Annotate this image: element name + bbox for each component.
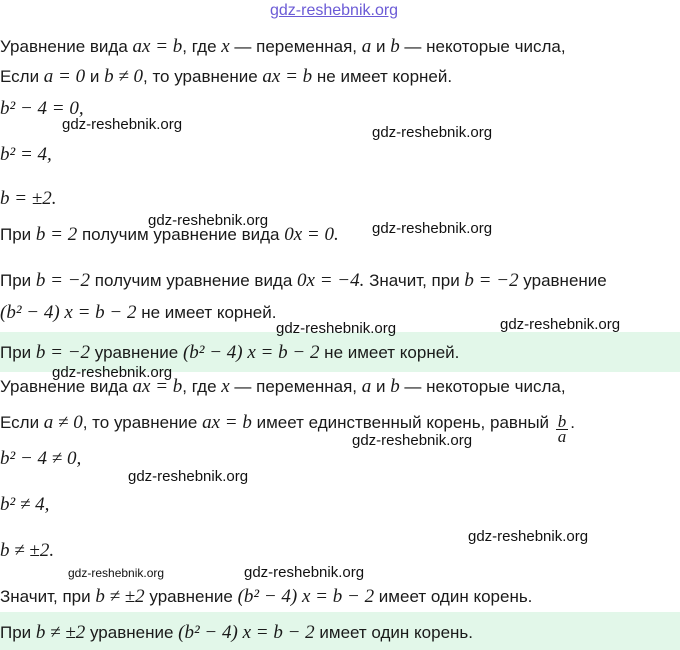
text: Если [0, 67, 44, 86]
formula: (b² − 4) x = b − 2 [237, 586, 375, 607]
text: уравнение [90, 343, 183, 362]
text: имеет единственный корень, равный [251, 413, 554, 432]
formula: (b² − 4) x = b − 2 [182, 342, 320, 363]
watermark: gdz-reshebnik.org [68, 566, 165, 580]
text: Уравнение вида [0, 377, 133, 396]
fraction-numerator: b [557, 412, 567, 431]
text: уравнение [85, 623, 179, 642]
text: Если [0, 413, 44, 432]
formula: (b² − 4) x = b − 2 [178, 622, 315, 643]
p1-equation-3: b = ±2. [0, 188, 57, 209]
formula: 0x = 0. [284, 224, 339, 245]
text: получим уравнение вида [77, 225, 285, 244]
watermark: gdz-reshebnik.org [372, 124, 493, 141]
watermark: gdz-reshebnik.org [62, 116, 183, 133]
formula: b = −2 [35, 270, 91, 291]
text: — переменная, [229, 377, 362, 396]
formula: a [361, 376, 372, 397]
p1-intro-line [0, 36, 566, 58]
p1-answer-line [0, 342, 459, 364]
watermark: gdz-reshebnik.org [352, 432, 473, 449]
text: уравнение [144, 587, 238, 606]
watermark: gdz-reshebnik.org [244, 564, 365, 581]
formula: a ≠ 0 [43, 412, 83, 433]
p1-condition-line [0, 66, 452, 88]
watermark: gdz-reshebnik.org [372, 220, 493, 237]
text: При [0, 225, 36, 244]
formula: b ≠ ±2 [35, 622, 86, 643]
text: Значит, при [364, 271, 465, 290]
watermark: gdz-reshebnik.org [276, 320, 397, 337]
p1-case2-line [0, 270, 607, 292]
text: — некоторые числа, [399, 37, 566, 56]
p1-equation-1: b² − 4 = 0, [0, 98, 84, 119]
p2-equation-1: b² − 4 ≠ 0, [0, 448, 82, 469]
formula: (b² − 4) x = b − 2 [0, 302, 137, 323]
text: и [371, 377, 391, 396]
p2-answer-line [0, 622, 473, 644]
text: не имеет корней. [312, 67, 453, 86]
p2-condition-line [0, 412, 575, 444]
p1-equation-2: b² = 4, [0, 144, 52, 165]
watermark: gdz-reshebnik.org [128, 468, 249, 485]
watermark: gdz-reshebnik.org [52, 364, 173, 381]
text: При [0, 343, 36, 362]
text: Значит, при [0, 587, 96, 606]
text: , где [182, 37, 222, 56]
text: не имеет корней. [136, 303, 277, 322]
formula: b ≠ 0 [104, 66, 144, 87]
text: . [570, 413, 576, 432]
text: и [371, 37, 391, 56]
fraction-b-over-a [556, 412, 569, 446]
fraction-denominator: a [557, 427, 567, 446]
formula: ax = b [262, 66, 313, 87]
formula: b = 2 [35, 224, 78, 245]
formula: b = −2 [35, 342, 91, 363]
p2-equation-3: b ≠ ±2. [0, 540, 55, 561]
watermark: gdz-reshebnik.org [500, 316, 621, 333]
formula: b = −2 [464, 270, 519, 291]
text: , где [182, 377, 222, 396]
formula: b [390, 36, 400, 57]
text: — переменная, [229, 37, 362, 56]
formula: a [361, 36, 372, 57]
text: При [0, 271, 36, 290]
p2-conclusion-line [0, 586, 532, 608]
formula: ax = b [132, 36, 183, 57]
text: Уравнение вида [0, 37, 133, 56]
p2-equation-2: b² ≠ 4, [0, 494, 50, 515]
p1-case2-line2 [0, 302, 276, 324]
formula: b [390, 376, 400, 397]
formula: ax = b [132, 376, 183, 397]
text: имеет один корень. [374, 587, 533, 606]
text: не имеет корней. [319, 343, 460, 362]
text: и [85, 67, 105, 86]
text: имеет один корень. [314, 623, 473, 642]
formula: 0x = −4. [297, 270, 365, 291]
text: , то уравнение [82, 413, 203, 432]
text: уравнение [518, 271, 607, 290]
formula: x [221, 376, 230, 397]
text: — некоторые числа, [399, 377, 566, 396]
text: При [0, 623, 36, 642]
formula: x [221, 36, 230, 57]
watermark: gdz-reshebnik.org [148, 212, 269, 229]
formula: a = 0 [43, 66, 86, 87]
formula: ax = b [202, 412, 252, 433]
watermark-link[interactable]: gdz-reshebnik.org [270, 2, 399, 19]
text: , то уравнение [143, 67, 263, 86]
text: получим уравнение вида [90, 271, 298, 290]
formula: b ≠ ±2 [95, 586, 145, 607]
watermark: gdz-reshebnik.org [468, 528, 589, 545]
